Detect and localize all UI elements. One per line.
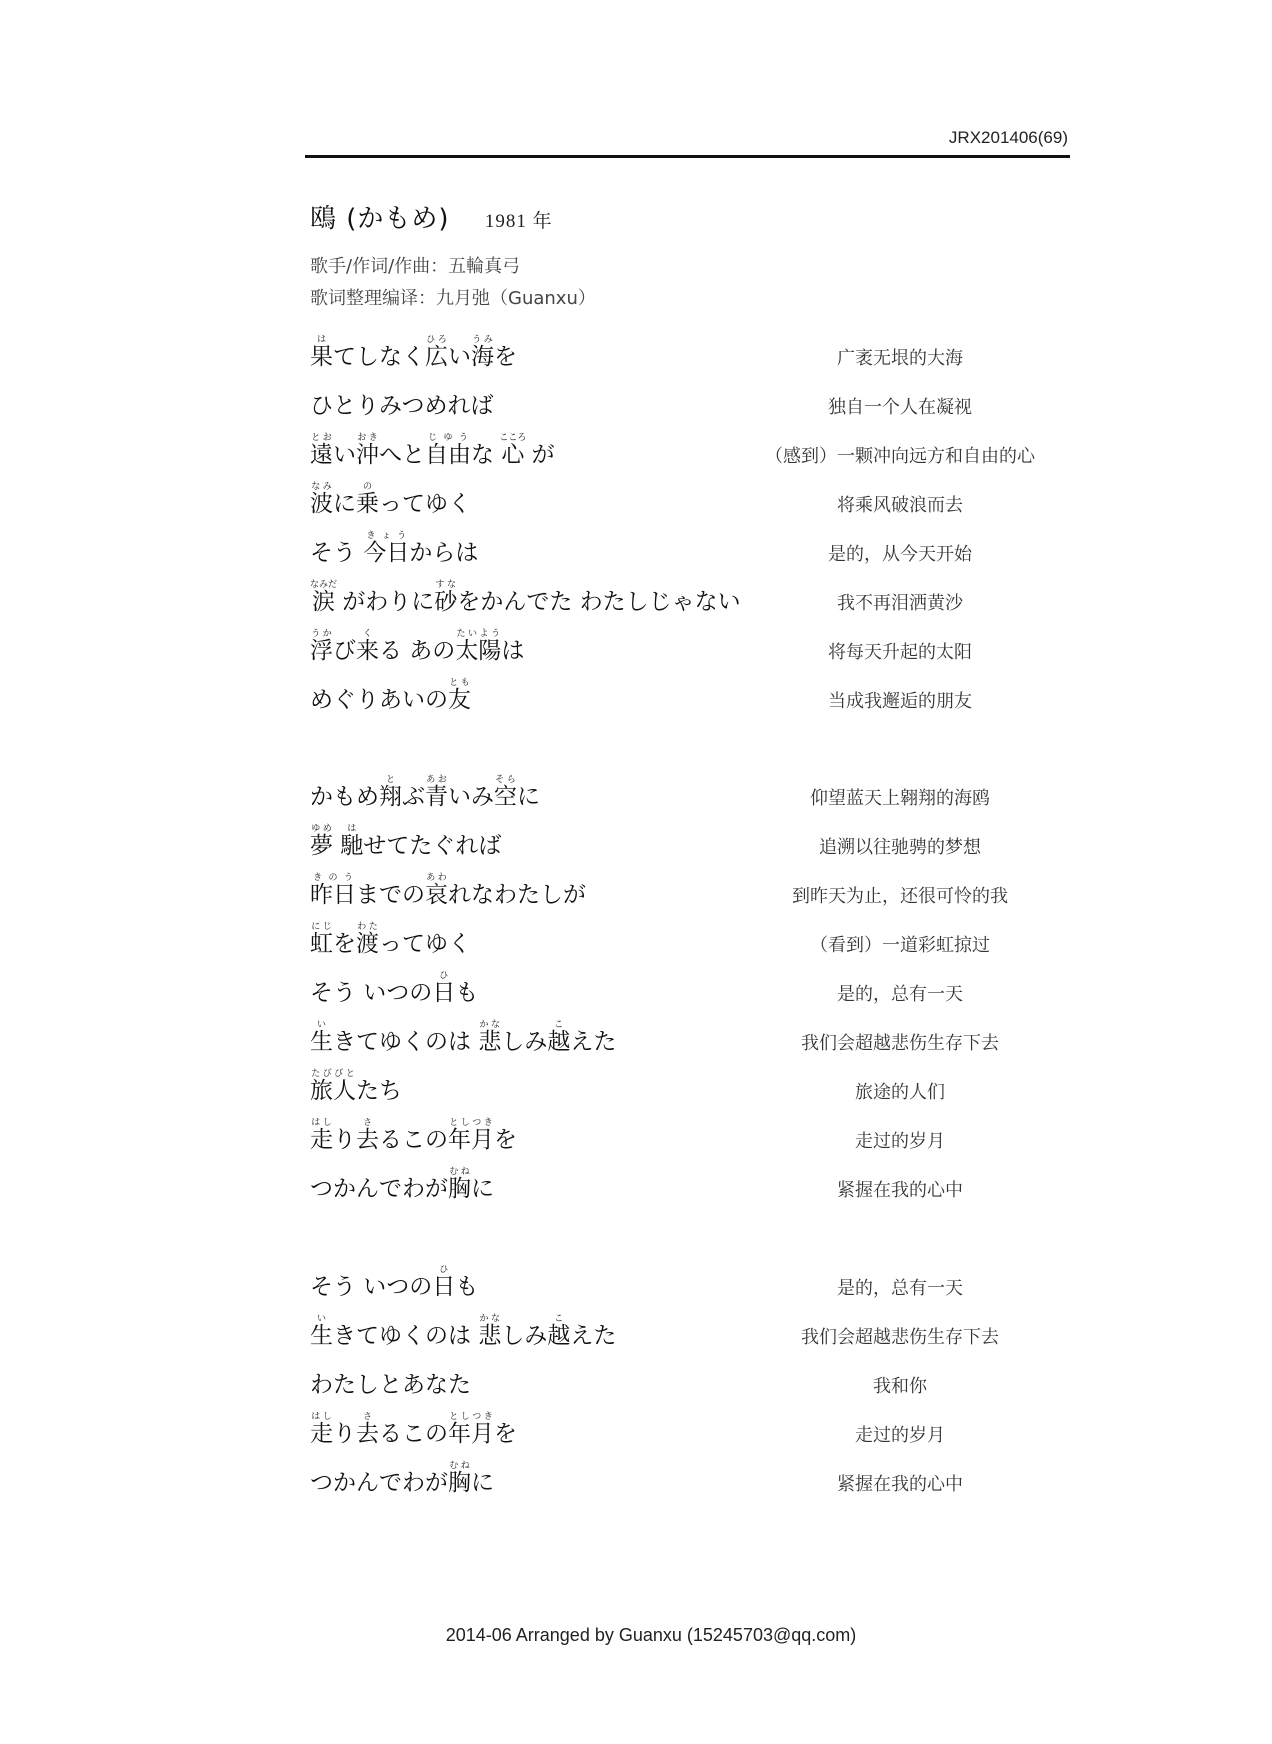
lyric-line (310, 428, 1070, 477)
chinese-translation: 我不再泪洒黄沙 (837, 593, 963, 614)
lyrics-section-3 (310, 1260, 1070, 1505)
chinese-translation: 走过的岁月 (855, 1131, 945, 1152)
japanese-lyric: 果はてしなく広ひろい海うみを (310, 335, 517, 370)
chinese-translation: 我和你 (873, 1376, 927, 1397)
chinese-translation: 紧握在我的心中 (837, 1180, 963, 1201)
lyric-line (310, 1260, 1070, 1309)
japanese-lyric: 生いきてゆくのは 悲かなしみ越こえた (310, 1020, 617, 1055)
chinese-translation: （感到）一颗冲向远方和自由的心 (765, 446, 1035, 467)
japanese-lyric: 遠とおい沖おきへと自由じゆうな 心こころ が (310, 433, 555, 468)
japanese-lyric: 虹にじを渡わたってゆく (310, 922, 471, 957)
chinese-translation: 旅途的人们 (855, 1082, 945, 1103)
lyric-line (310, 477, 1070, 526)
japanese-lyric: つかんでわが胸むねに (310, 1167, 494, 1202)
lyrics-section-1 (310, 330, 1070, 722)
chinese-translation: 将乘风破浪而去 (837, 495, 963, 516)
lyrics-section-2 (310, 770, 1070, 1211)
lyric-line (310, 770, 1070, 819)
chinese-translation: 走过的岁月 (855, 1425, 945, 1446)
japanese-lyric: かもめ翔とぶ青あおいみ空そらに (310, 775, 540, 810)
japanese-lyric: そう いつの日ひも (310, 1265, 479, 1300)
footer-credit (0, 1625, 1272, 1646)
lyric-line (310, 575, 1070, 624)
japanese-lyric: そう いつの日ひも (310, 971, 479, 1006)
credits-line: 歌手/作词/作曲：五輪真弓 (310, 256, 521, 277)
lyric-line (310, 868, 1070, 917)
chinese-translation: 是的，从今天开始 (828, 544, 972, 565)
lyric-line (310, 1113, 1070, 1162)
song-title-block (310, 198, 553, 235)
lyric-line (310, 1064, 1070, 1113)
chinese-translation: 紧握在我的心中 (837, 1474, 963, 1495)
lyric-line (310, 1407, 1070, 1456)
japanese-lyric: わたしとあなた (310, 1372, 471, 1398)
lyric-line (310, 379, 1070, 428)
chinese-translation: 当成我邂逅的朋友 (828, 691, 972, 712)
japanese-lyric: 波なみに乗のってゆく (310, 482, 471, 517)
header-rule (305, 155, 1070, 158)
footer-text: 2014-06 Arranged by Guanxu (15245703@qq.com) (445, 1625, 857, 1645)
chinese-translation: 是的，总有一天 (837, 984, 963, 1005)
song-year: 1981 年 (484, 211, 553, 232)
japanese-lyric: 走はしり去さるこの年月としつきを (310, 1412, 517, 1447)
japanese-lyric: 走はしり去さるこの年月としつきを (310, 1118, 517, 1153)
japanese-lyric: 生いきてゆくのは 悲かなしみ越こえた (310, 1314, 617, 1349)
chinese-translation: 独自一个人在凝视 (828, 397, 972, 418)
japanese-lyric: 夢ゆめ 馳はせてたぐれば (310, 824, 502, 859)
chinese-translation: 追溯以往驰骋的梦想 (819, 837, 981, 858)
japanese-lyric: つかんでわが胸むねに (310, 1461, 494, 1496)
japanese-lyric: 昨日きのうまでの哀あわれなわたしが (310, 873, 586, 908)
japanese-lyric: 旅人たびびとたち (310, 1069, 402, 1104)
chinese-translation: 仰望蓝天上翱翔的海鸥 (810, 788, 990, 809)
chinese-translation: 将每天升起的太阳 (828, 642, 972, 663)
lyric-line (310, 1456, 1070, 1505)
lyric-line (310, 1162, 1070, 1211)
lyric-line (310, 526, 1070, 575)
japanese-lyric: 浮うかび来くる あの太陽たいようは (310, 629, 525, 664)
chinese-translation: 是的，总有一天 (837, 1278, 963, 1299)
japanese-lyric: 涙なみだ がわりに砂すなをかんでた わたしじゃない (310, 580, 741, 615)
chinese-translation: （看到）一道彩虹掠过 (810, 935, 990, 956)
lyric-line (310, 966, 1070, 1015)
lyric-line (310, 819, 1070, 868)
japanese-lyric: ひとりみつめれば (310, 393, 494, 419)
chinese-translation: 我们会超越悲伤生存下去 (801, 1033, 999, 1054)
japanese-lyric: そう 今日きょうからは (310, 531, 479, 566)
song-title: 鴎 (かもめ) (310, 204, 450, 234)
translator-line: 歌词整理编译：九月弛（Guanxu） (310, 288, 596, 309)
lyric-line (310, 330, 1070, 379)
chinese-translation: 广袤无垠的大海 (837, 348, 963, 369)
document-code: JRX201406(69) (948, 128, 1068, 147)
lyric-line (310, 1358, 1070, 1407)
lyric-line (310, 1309, 1070, 1358)
lyric-line (310, 1015, 1070, 1064)
japanese-lyric: めぐりあいの友とも (310, 678, 471, 713)
chinese-translation: 我们会超越悲伤生存下去 (801, 1327, 999, 1348)
chinese-translation: 到昨天为止，还很可怜的我 (792, 886, 1008, 907)
lyric-line (310, 624, 1070, 673)
lyric-line (310, 673, 1070, 722)
lyric-line (310, 917, 1070, 966)
